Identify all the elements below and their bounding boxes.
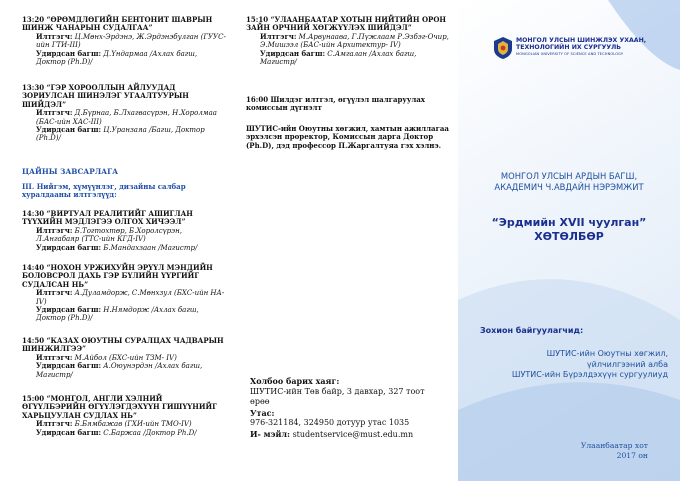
university-emblem-icon: [493, 36, 513, 60]
contact-heading: Холбоо барих хаяг:: [250, 376, 340, 386]
organizers: ШУТИС-ийн Оюутны хөгжил, үйлчилгээний алба ШУТИС-ийн Бүрэлдэхүүн сургуулиуд: [511, 349, 668, 379]
session-item: [22, 84, 227, 143]
session-item: [22, 395, 227, 437]
session-item: [22, 337, 227, 379]
session-title: 14:40 “НОХОН УРЖИХУЙН ЭРҮҮЛ МЭНДИЙН БОЛОВСРОЛ ДАХЬ ГЭР БҮЛИЙН ҮҮРГИЙГ СУДАЛСАН НЬ”: [22, 263, 213, 289]
event-title: “Эрдмийн XVII чуулган” ХӨТӨЛБӨР: [491, 216, 647, 243]
session-advisor: Удирдсан багш: Н.Нямдорж /Ахлах багш, Доктор (Ph.D)/: [36, 305, 199, 323]
contact-address: ШУТИС-ийн Төв байр, 3 давхар, 327 тоот өрөө: [250, 386, 425, 406]
session-item: [22, 264, 227, 323]
break-label: ЦАЙНЫ ЗАВСАРЛАГА: [22, 167, 119, 176]
session-presenter: Илтгэгч: А.Дуламдорж, С.Мөнхзул (БХС-ийн НА- IV): [36, 288, 225, 306]
session-item: [246, 16, 451, 66]
session-advisor: Удирдсан багш: А.Оюунэрдэн /Ахлах багш, Магистр/: [36, 361, 203, 379]
dedication: МОНГОЛ УЛСЫН АРДЫН БАГШ, АКАДЕМИЧ Ч.АВДАЙН НЭРЭМЖИТ: [494, 171, 644, 192]
session-advisor: Удирдсан багш: С.Амгалан /Ахлах багш, Магистр/: [260, 48, 417, 67]
session-title: 13:20 “ӨРӨМДЛӨГИЙН БЕНТОНИТ ШАВРЫН ШИНЖ ЧАНАРЫН СУДАЛГАА”: [22, 15, 213, 33]
session-title: 15:00 “МОНГОЛ, АНГЛИ ХЭЛНИЙ ӨГҮҮЛБЭРИЙН ӨГҮҮЛЭГДЭХҮҮН ГИШҮҮНИЙГ ХАРЬЦУУЛАН СУДЛАХ НЬ”: [22, 394, 217, 420]
university-name: МОНГОЛ УЛСЫН ШИНЖЛЭХ УХААН, ТЕХНОЛОГИЙН ИХ СУРГУУЛЬ MONGOLIAN UNIVERSITY OF SCIENCE AND TECHNOLOGY: [516, 37, 647, 56]
session-item: [22, 210, 227, 252]
session-presenter: Илтгэгч: Б.Бямбажав (ГХИ-ийн ТМО-IV): [36, 419, 192, 429]
session-item: [22, 16, 227, 66]
session-advisor: Удирдсан багш: Д.Үндармаа /Ахлах багш, Доктор (Ph.D)/: [36, 48, 198, 67]
phone-value: 976-321184, 324950 дотуур утас 1035: [250, 418, 410, 427]
email-link[interactable]: studentservice@must.edu.mn: [292, 429, 414, 439]
email-row: И- мэйл: studentservice@must.edu.mn: [250, 428, 414, 439]
committee-note: ШУТИС-ийн Оюутны хөгжил, хамтын ажиллагаа эрхэлсэн проректор, Комиссын дарга Доктор (Ph.D), дэд профессор П.Жаргалтуяа гэх хэлнэ.: [246, 124, 449, 150]
session-title: 13:30 “ГЭР ХОРООЛЛЫН АЙЛУУДАД ЗОРИУЛСАН ШИНЭЛЭГ УГААЛТУУРЫН ШИЙДЭЛ”: [22, 83, 189, 109]
session-presenter: Илтгэгч: Д.Бүрнаа, Б.Лхагвасүрэн, Н.Хоролмаа (БАС-ийн ХАС-III): [36, 108, 217, 126]
session-advisor: Удирдсан багш: С.Баржаа /Доктор Ph.D/: [36, 427, 197, 437]
contact-block: [250, 376, 440, 440]
program-panel-middle: [228, 0, 458, 481]
session-advisor: Удирдсан багш: Ц.Уранзаяа /Багш, Доктор (Ph.D)/: [36, 125, 205, 143]
program-panel-left: [0, 0, 228, 481]
session-title: 14:30 “ВИРТУАЛ РЕАЛИТИЙГ АШИГЛАН ТҮҮХИЙН МЭДЛЭГЭЭ ОЛГОХ ХИЧЭЭЛ”: [22, 209, 193, 227]
session-title: 15:10 “УЛААНБААТАР ХОТЫН НИЙТИЙН ОРОН ЗАЙН ОРЧНИЙ ХӨГЖҮҮЛЭХ ШИЙДЭЛ”: [246, 15, 447, 33]
place-date: Улаанбаатар хот 2017 он: [580, 441, 648, 460]
session-presenter: Илтгэгч: М.Арвунаава, Г.Пүжлаам Р.Эзбэг-Очир, Э.Мишээл (БАС-ийн Архитектур- IV): [260, 31, 449, 50]
session-title: 14:50 “КАЗАХ ОЮУТНЫ СУРАЛЦАХ ЧАДВАРЫН ШИНЖИЛГЭЭ”: [22, 336, 224, 354]
cover-panel: [458, 0, 680, 481]
closing-item: 16:00 Шилдэг илтгэл, өгүүлэл шалгаруулах комиссын дүгнэлт: [246, 95, 425, 113]
organizer-label: Зохион байгуулагчид:: [480, 326, 584, 335]
session-presenter: Илтгэгч: Ц.Мөнх-Эрдэнэ, Ж.Эрдэнэбулган (ГУУС-ийн ГТИ-III): [36, 31, 226, 50]
phone-label: Утас:: [250, 407, 275, 418]
session-presenter: Илтгэгч: Б.Тогтохтөр, Б.Хоролсүрэн, Л.Ангабаяр (ТТС-ийн КГД-IV): [36, 225, 182, 244]
section-title: III. Нийгэм, хүмүүнлэг, дизайны салбар хуралдааны илтгэлүүд:: [22, 182, 186, 200]
session-advisor: Удирдсан багш: Б.Мандахзаан /Магистр/: [36, 242, 198, 252]
session-presenter: Илтгэгч: М.Айбол (БХС-ийн ТЗМ- IV): [36, 352, 177, 362]
